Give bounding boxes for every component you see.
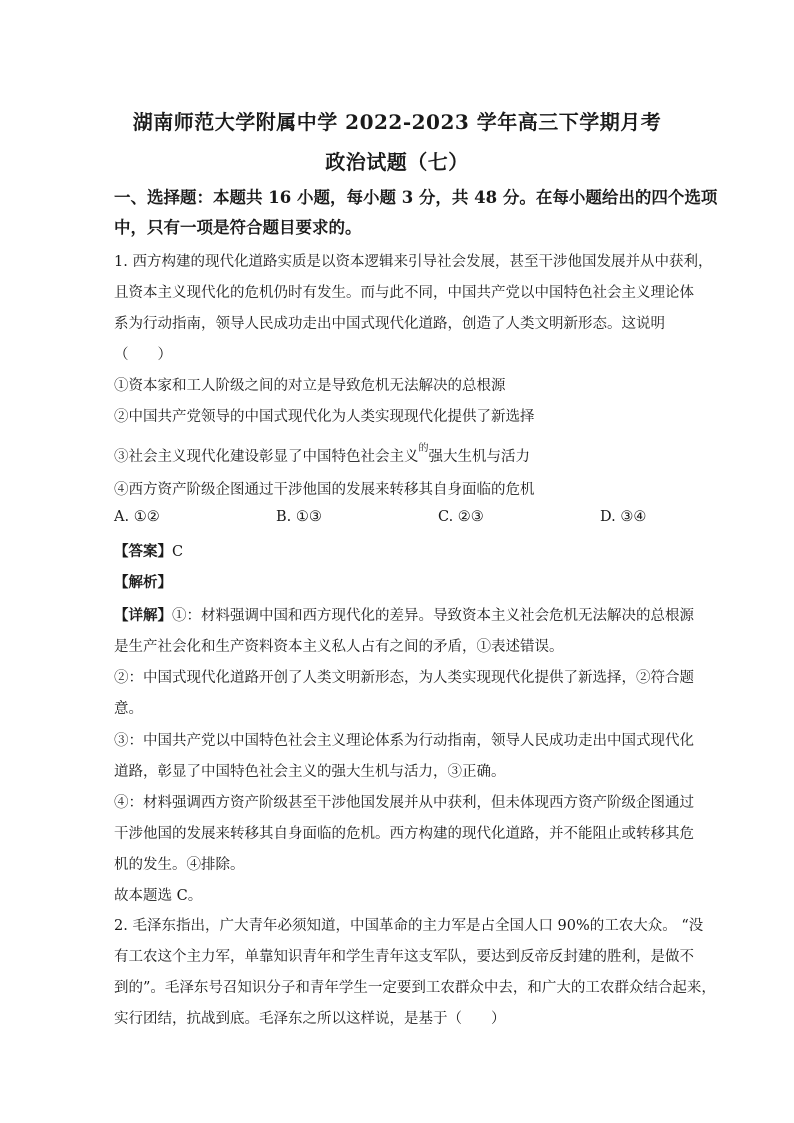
q1-statement-3-text: ③社会主义现代化建设彰显了中国特色社会主义 [114, 448, 419, 465]
section-heading-line1: 一、选择题：本题共 16 小题，每小题 3 分，共 48 分。在每小题给出的四个选项 [114, 188, 718, 207]
detail-tag: 【详解】 [114, 607, 172, 624]
q1-conclusion: 故本题选 C。 [114, 888, 203, 904]
q2-stem-line1: 2. 毛泽东指出，广大青年必须知道，中国革命的主力军是占全国人口 90%的工农大众。 “没 [114, 918, 704, 934]
q1-statement-3 [114, 443, 530, 466]
q1-analysis-tag [114, 571, 172, 592]
q2-stem-line2: 有工农这个主力军，单靠知识青年和学生青年这支军队，要达到反帝反封建的胜利，是做不 [114, 949, 694, 965]
q1-detail-line4: 意。 [114, 701, 143, 717]
q2-stem-line4: 实行团结，抗战到底。毛泽东之所以这样说，是基于（ ） [114, 1011, 506, 1027]
q1-stem-line2: 且资本主义现代化的危机仍时有发生。而与此不同，中国共产党以中国特色社会主义理论体 [114, 285, 694, 301]
answer-value: C [172, 544, 184, 560]
q1-option-d: D. ③④ [600, 509, 647, 525]
q1-detail-line5: ③：中国共产党以中国特色社会主义理论体系为行动指南，领导人民成功走出中国式现代化 [114, 733, 694, 749]
q2-stem-line3: 到的”。毛泽东号召知识分子和青年学生一定要到工农群众中去，和广大的工农群众结合起来， [114, 980, 716, 996]
q1-option-b: B. ①③ [276, 509, 322, 525]
q1-detail-line3: ②：中国式现代化道路开创了人类文明新形态，为人类实现现代化提供了新选择，②符合题 [114, 670, 694, 686]
q1-detail-line6: 道路，彰显了中国特色社会主义的强大生机与活力，③正确。 [114, 764, 506, 780]
q1-answer [114, 540, 183, 561]
q1-statement-2: ②中国共产党领导的中国式现代化为人类实现现代化提供了新选择 [114, 409, 535, 425]
q1-detail-line1 [114, 604, 694, 625]
q1-detail-line8: 干涉他国的发展来转移其自身面临的危机。西方构建的现代化道路，并不能阻止或转移其危 [114, 826, 694, 842]
q1-option-a: A. ①② [114, 509, 160, 525]
detail-text: ①：材料强调中国和西方现代化的差异。导致资本主义社会危机无法解决的总根源 [172, 608, 694, 624]
document-subtitle: 政治试题（七） [325, 150, 469, 174]
q1-option-c: C. ②③ [438, 509, 484, 525]
section-heading-line2: 中，只有一项是符合题目要求的。 [114, 218, 362, 237]
q1-statement-3-sup: 的 [418, 443, 429, 454]
analysis-tag: 【解析】 [114, 574, 172, 591]
q1-statement-4: ④西方资产阶级企图通过干涉他国的发展来转移其自身面临的危机 [114, 482, 535, 498]
q1-statement-3-tail: 强大生机与活力 [428, 448, 530, 465]
q1-stem-line1: 1. 西方构建的现代化道路实质是以资本逻辑来引导社会发展，甚至干涉他国发展并从中获利， [114, 254, 713, 270]
answer-tag: 【答案】 [114, 543, 172, 560]
document-title: 湖南师范大学附属中学 2022-2023 学年高三下学期月考 [132, 110, 662, 134]
q1-detail-line2: 是生产社会化和生产资料资本主义私人占有之间的矛盾，①表述错误。 [114, 639, 564, 655]
q1-answer-blank: （ ） [114, 347, 172, 363]
q1-statement-1: ①资本家和工人阶级之间的对立是导致危机无法解决的总根源 [114, 378, 506, 394]
q1-detail-line9: 机的发生。④排除。 [114, 857, 245, 873]
q1-detail-line7: ④：材料强调西方资产阶级甚至干涉他国发展并从中获利，但未体现西方资产阶级企图通过 [114, 795, 694, 811]
q1-stem-line3: 系为行动指南，领导人民成功走出中国式现代化道路，创造了人类文明新形态。这说明 [114, 316, 665, 332]
